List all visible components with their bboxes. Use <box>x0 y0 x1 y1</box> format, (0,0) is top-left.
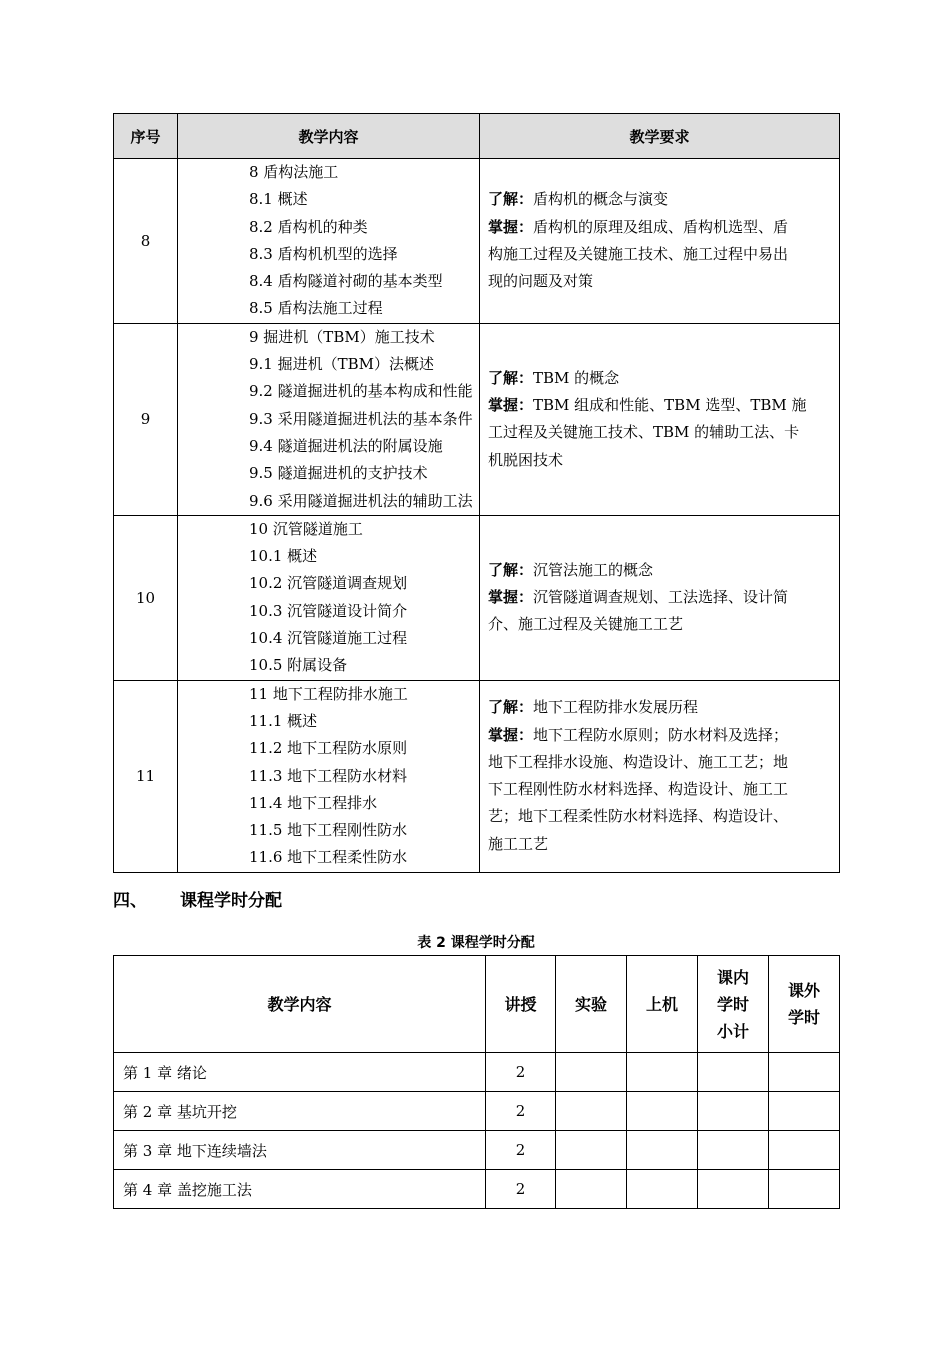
master-text: 沉管隧道调查规划、工法选择、设计简 <box>533 588 789 607</box>
row-content <box>178 159 480 324</box>
header-line: 学时 <box>716 994 749 1014</box>
content-line: 11 地下工程防排水施工 <box>249 684 408 703</box>
content-line: 10.3 沉管隧道设计简介 <box>249 601 408 620</box>
content-line: 9.2 隧道掘进机的基本构成和性能 <box>249 382 473 401</box>
understand-text: TBM 的概念 <box>533 368 620 387</box>
understand-line <box>488 694 831 721</box>
row-requirement <box>480 680 840 872</box>
master-text: 机脱困技术 <box>488 450 564 469</box>
cell-chapter: 第 2 章 基坑开挖 <box>114 1092 486 1131</box>
master-line <box>488 831 831 858</box>
table2-body <box>114 1053 840 1209</box>
cell-lecture: 2 <box>486 1092 556 1131</box>
cell-lecture: 2 <box>486 1053 556 1092</box>
cell-extra <box>769 1170 840 1209</box>
header-line: 课内 <box>716 967 749 987</box>
content-line: 8.5 盾构法施工过程 <box>249 299 383 318</box>
content-line: 11.4 地下工程排水 <box>249 793 378 812</box>
content-line: 8.3 盾构机机型的选择 <box>249 244 398 263</box>
table2-caption: 表 2 课程学时分配 <box>417 935 535 951</box>
header-computer <box>627 956 698 1053</box>
row-seq: 9 <box>114 323 178 515</box>
understand-text: 沉管法施工的概念 <box>533 560 654 579</box>
master-line <box>488 268 831 295</box>
understand-label: 了解： <box>488 190 534 209</box>
master-text: 工过程及关键施工技术、TBM 的辅助工法、卡 <box>488 423 800 442</box>
content-line: 11.3 地下工程防水材料 <box>249 766 408 785</box>
understand-line <box>488 186 831 213</box>
cell-subtotal <box>698 1170 769 1209</box>
master-text: 施工工艺 <box>488 834 549 853</box>
content-line: 10.4 沉管隧道施工过程 <box>249 629 408 648</box>
table-row <box>114 323 840 515</box>
header-line: 实验 <box>574 994 607 1014</box>
understand-line <box>488 557 831 584</box>
table1-body <box>114 159 840 873</box>
table-header-row <box>114 114 840 159</box>
content-line: 8.1 概述 <box>249 190 308 209</box>
row-seq: 10 <box>114 515 178 680</box>
content-line: 9.5 隧道掘进机的支护技术 <box>249 464 428 483</box>
master-line <box>488 584 831 611</box>
header-seq: 序号 <box>114 114 178 159</box>
content-line: 9 掘进机（TBM）施工技术 <box>249 327 435 346</box>
row-seq: 8 <box>114 159 178 324</box>
content-line: 10.2 沉管隧道调查规划 <box>249 574 408 593</box>
cell-extra <box>769 1092 840 1131</box>
header-line: 上机 <box>645 994 678 1014</box>
cell-computer <box>627 1131 698 1170</box>
table-row <box>114 1170 840 1209</box>
master-line <box>488 447 831 474</box>
master-text: 艺；地下工程柔性防水材料选择、构造设计、 <box>488 807 789 826</box>
table-row <box>114 1053 840 1092</box>
master-line <box>488 241 831 268</box>
master-line <box>488 749 831 776</box>
cell-chapter: 第 3 章 地下连续墙法 <box>114 1131 486 1170</box>
cell-chapter: 第 1 章 绪论 <box>114 1053 486 1092</box>
cell-lab <box>556 1131 627 1170</box>
header-line: 学时 <box>787 1008 820 1027</box>
content-line: 8.4 盾构隧道衬砌的基本类型 <box>249 272 443 291</box>
content-line: 9.6 采用隧道掘进机法的辅助工法 <box>249 491 473 510</box>
header-teaching-content <box>114 956 486 1053</box>
header-extra <box>769 956 840 1053</box>
table-row <box>114 680 840 872</box>
master-text: 现的问题及对策 <box>488 272 594 291</box>
cell-computer <box>627 1053 698 1092</box>
cell-computer <box>627 1092 698 1131</box>
master-text: 地下工程排水设施、构造设计、施工工艺；地 <box>488 752 789 771</box>
table-row <box>114 515 840 680</box>
cell-chapter: 第 4 章 盖挖施工法 <box>114 1170 486 1209</box>
master-label: 掌握： <box>488 588 534 607</box>
cell-lecture: 2 <box>486 1131 556 1170</box>
section-heading <box>113 886 282 911</box>
header-lecture <box>486 956 556 1053</box>
table-row <box>114 1131 840 1170</box>
header-subtotal <box>698 956 769 1053</box>
content-line: 11.1 概述 <box>249 711 318 730</box>
master-text: 地下工程防水原则；防水材料及选择； <box>533 725 789 744</box>
master-label: 掌握： <box>488 725 534 744</box>
content-line: 11.5 地下工程刚性防水 <box>249 821 408 840</box>
understand-line <box>488 365 831 392</box>
master-text: 盾构机的原理及组成、盾构机选型、盾 <box>533 217 789 236</box>
content-line: 10.1 概述 <box>249 547 318 566</box>
teaching-content-table <box>113 113 840 873</box>
master-line <box>488 803 831 830</box>
content-line: 9.4 隧道掘进机法的附属设施 <box>249 436 443 455</box>
understand-label: 了解： <box>488 560 534 579</box>
understand-label: 了解： <box>488 368 534 387</box>
cell-lab <box>556 1092 627 1131</box>
row-seq: 11 <box>114 680 178 872</box>
master-text: 介、施工过程及关键施工工艺 <box>488 615 684 634</box>
master-line <box>488 722 831 749</box>
understand-text: 地下工程防排水发展历程 <box>533 698 699 717</box>
content-line: 10.5 附属设备 <box>249 656 348 675</box>
cell-lecture: 2 <box>486 1170 556 1209</box>
header-line: 小计 <box>716 1021 749 1041</box>
row-requirement <box>480 159 840 324</box>
cell-subtotal <box>698 1131 769 1170</box>
cell-subtotal <box>698 1092 769 1131</box>
cell-lab <box>556 1170 627 1209</box>
cell-extra <box>769 1131 840 1170</box>
master-text: TBM 组成和性能、TBM 选型、TBM 施 <box>533 396 807 415</box>
section-title: 课程学时分配 <box>180 891 282 911</box>
content-line: 8.2 盾构机的种类 <box>249 217 368 236</box>
understand-label: 了解： <box>488 698 534 717</box>
master-text: 下工程刚性防水材料选择、构造设计、施工工 <box>488 780 789 799</box>
content-line: 11.6 地下工程柔性防水 <box>249 848 408 867</box>
header-line: 课外 <box>787 981 820 1000</box>
master-line <box>488 776 831 803</box>
understand-text: 盾构机的概念与演变 <box>533 190 669 209</box>
row-requirement <box>480 323 840 515</box>
row-content <box>178 323 480 515</box>
master-line <box>488 419 831 446</box>
content-line: 9.1 掘进机（TBM）法概述 <box>249 355 435 374</box>
hours-allocation-table <box>113 955 840 1209</box>
content-line: 9.3 采用隧道掘进机法的基本条件 <box>249 409 473 428</box>
cell-lab <box>556 1053 627 1092</box>
header-content: 教学内容 <box>178 114 480 159</box>
master-line <box>488 611 831 638</box>
content-line: 8 盾构法施工 <box>249 163 339 181</box>
header-line: 讲授 <box>504 994 537 1014</box>
master-label: 掌握： <box>488 217 534 236</box>
content-line: 11.2 地下工程防水原则 <box>249 739 408 758</box>
header-line: 教学内容 <box>267 994 332 1014</box>
row-content <box>178 680 480 872</box>
header-lab <box>556 956 627 1053</box>
cell-computer <box>627 1170 698 1209</box>
table-row <box>114 1092 840 1131</box>
master-label: 掌握： <box>488 396 534 415</box>
content-line: 10 沉管隧道施工 <box>249 519 363 538</box>
master-line <box>488 214 831 241</box>
row-content <box>178 515 480 680</box>
table-row <box>114 159 840 324</box>
master-text: 构施工过程及关键施工技术、施工过程中易出 <box>488 244 789 263</box>
header-requirement: 教学要求 <box>480 114 840 159</box>
section-number: 四、 <box>113 891 147 911</box>
master-line <box>488 392 831 419</box>
row-requirement <box>480 515 840 680</box>
cell-subtotal <box>698 1053 769 1092</box>
table2-header-row <box>114 956 840 1053</box>
cell-extra <box>769 1053 840 1092</box>
